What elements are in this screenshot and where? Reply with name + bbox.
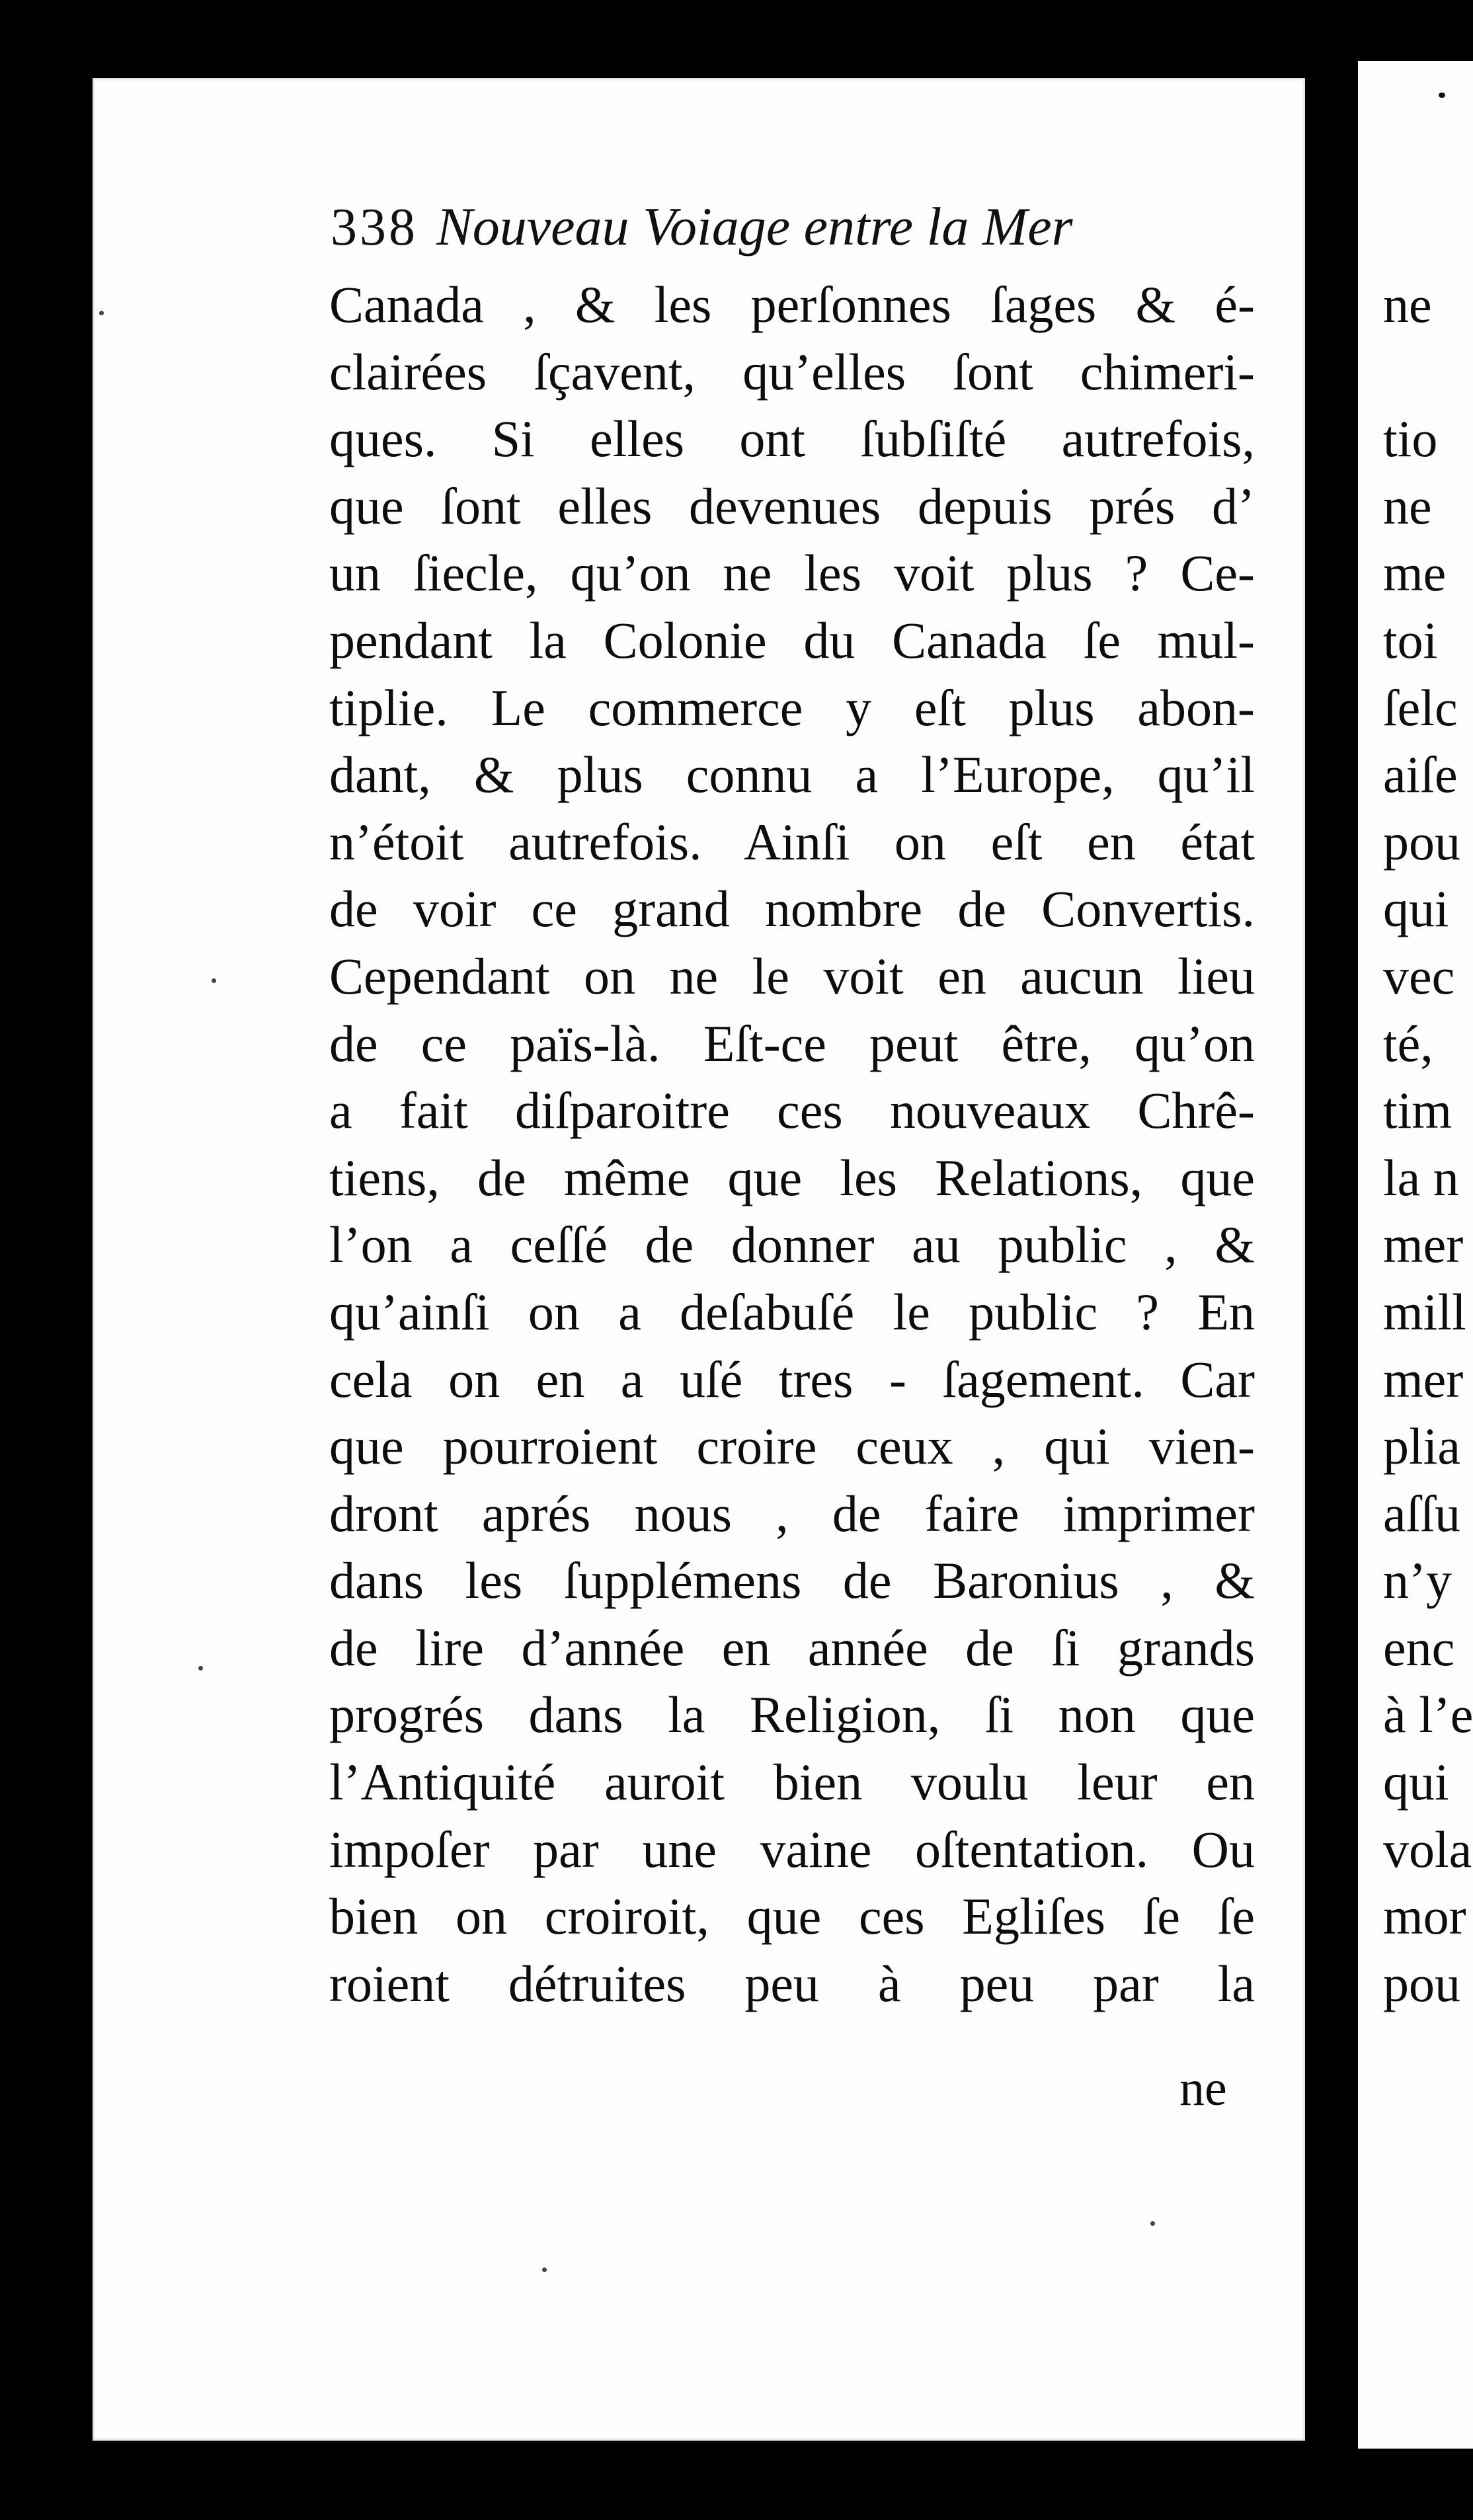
facing-text-fragment: qui <box>1383 880 1449 938</box>
page-number: 338 <box>331 198 418 256</box>
scan-speck <box>212 978 216 983</box>
facing-text-fragment: pou <box>1383 812 1460 871</box>
text-line: que ſont elles devenues depuis prés d’ <box>329 477 1255 535</box>
facing-text-fragment: tim <box>1383 1082 1453 1140</box>
facing-text-fragment: mer <box>1383 1216 1464 1274</box>
text-line: clairées ſçavent, qu’elles ſont chimeri- <box>329 342 1255 401</box>
facing-text-fragment: la n <box>1383 1148 1459 1206</box>
text-line: un ſiecle, qu’on ne les voit plus ? Ce- <box>329 544 1255 602</box>
page-gutter <box>1305 78 1358 2441</box>
text-line: qu’ainſi on a deſabuſé le public ? En <box>329 1282 1255 1341</box>
facing-text-fragment: mer <box>1383 1350 1464 1408</box>
facing-text-fragment: aiſe <box>1383 746 1458 804</box>
text-line: de voir ce grand nombre de Convertis. <box>329 880 1255 938</box>
facing-text-fragment: ſelc <box>1383 678 1458 736</box>
text-line: tiplie. Le commerce y eſt plus abon- <box>329 678 1255 736</box>
text-line: roient détruites peu à peu par la <box>329 1954 1255 2012</box>
facing-text-fragment: enc <box>1383 1618 1455 1676</box>
text-line: progrés dans la Religion, ſi non que <box>329 1686 1255 1744</box>
facing-text-fragment: à l’e <box>1383 1686 1473 1744</box>
facing-text-fragment: n’y <box>1383 1552 1452 1610</box>
facing-text-fragment: qui <box>1383 1753 1449 1811</box>
running-title: Nouveau Voiage entre la Mer <box>436 196 1073 256</box>
body-text <box>329 271 1255 2017</box>
text-line: bien on croiroit, que ces Egliſes ſe ſe <box>329 1887 1255 1946</box>
text-line: l’Antiquité auroit bien voulu leur en <box>329 1753 1255 1811</box>
facing-text-fragment: ne <box>1383 477 1432 535</box>
scan-speck <box>99 311 104 315</box>
text-line: Cependant on ne le voit en aucun lieu <box>329 947 1255 1005</box>
text-line: de lire d’année en année de ſi grands <box>329 1618 1255 1676</box>
text-line: a fait diſparoitre ces nouveaux Chrê- <box>329 1082 1255 1140</box>
scan-speck <box>198 1666 203 1671</box>
text-line: impoſer par une vaine oſtentation. Ou <box>329 1820 1255 1878</box>
facing-text-fragment: vec <box>1383 947 1455 1005</box>
text-line: de ce païs-là. Eſt-ce peut être, qu’on <box>329 1014 1255 1072</box>
text-line: ques. Si elles ont ſubſiſté autrefois, <box>329 410 1255 468</box>
catchword: ne <box>1179 2061 1227 2116</box>
facing-page-text <box>1383 271 1473 2017</box>
facing-page-mark <box>1439 93 1445 98</box>
facing-text-fragment: toi <box>1383 611 1438 669</box>
text-line: dront aprés nous , de faire imprimer <box>329 1484 1255 1542</box>
facing-text-fragment <box>1383 338 1473 406</box>
facing-text-fragment: aſſu <box>1383 1484 1460 1542</box>
text-line: Canada , & les perſonnes ſages & é- <box>329 276 1255 333</box>
text-line: pendant la Colonie du Canada ſe mul- <box>329 611 1255 669</box>
facing-text-fragment: plia <box>1383 1417 1460 1476</box>
text-line: tiens, de même que les Relations, que <box>329 1148 1255 1206</box>
text-line: n’étoit autrefois. Ainſi on eſt en état <box>329 812 1255 871</box>
text-line: l’on a ceſſé de donner au public , & <box>329 1216 1255 1274</box>
facing-text-fragment: me <box>1383 544 1447 602</box>
text-line: cela on en a uſé tres - ſagement. Car <box>329 1350 1255 1408</box>
facing-text-fragment: tio <box>1383 410 1438 468</box>
text-line: que pourroient croire ceux , qui vien- <box>329 1417 1255 1476</box>
scan-speck <box>542 2267 547 2272</box>
facing-text-fragment: mill <box>1383 1282 1466 1341</box>
facing-text-fragment: té, <box>1383 1014 1433 1072</box>
text-line: dans les ſupplémens de Baronius , & <box>329 1552 1255 1610</box>
facing-text-fragment: pou <box>1383 1954 1460 2012</box>
scan-speck <box>1150 2221 1155 2226</box>
facing-text-fragment: vola <box>1383 1820 1472 1878</box>
facing-text-fragment: ne <box>1383 276 1432 333</box>
running-header <box>331 196 1256 268</box>
facing-text-fragment: mor <box>1383 1887 1466 1946</box>
text-line: dant, & plus connu a l’Europe, qu’il <box>329 746 1255 804</box>
